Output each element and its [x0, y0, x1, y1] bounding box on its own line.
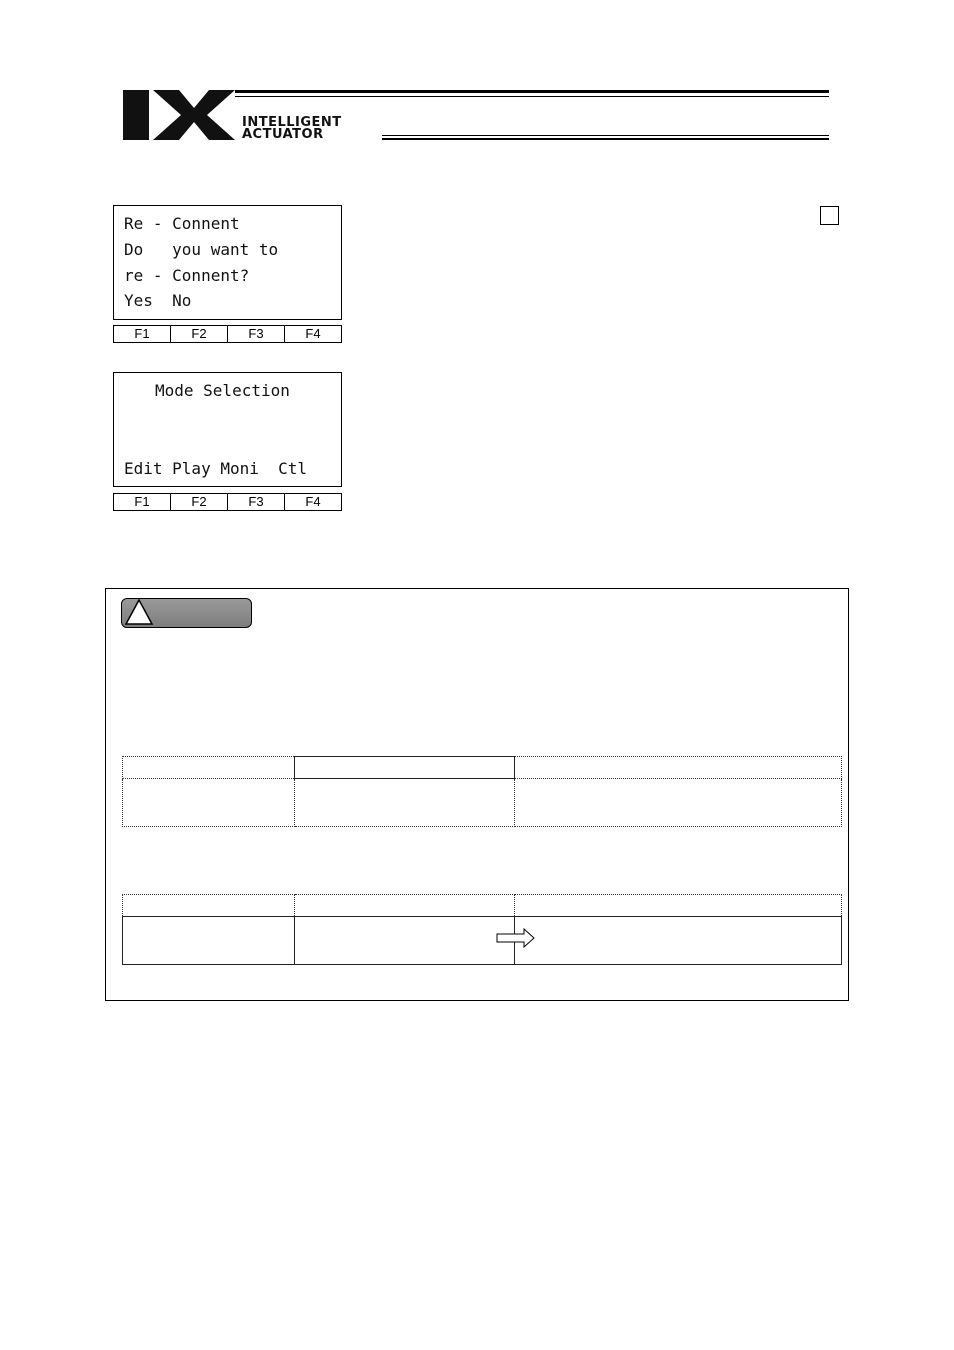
table-cell: [295, 895, 515, 917]
settings-table-1: [122, 756, 842, 827]
logo-text-intelligent: INTELLIGENT: [242, 115, 342, 130]
page-header: [0, 0, 954, 150]
lcd-line: Yes No: [124, 291, 192, 310]
f2-key[interactable]: F2: [171, 326, 228, 342]
ix-logo-icon: [123, 90, 235, 140]
f2-key[interactable]: F2: [171, 494, 228, 510]
table-row: [123, 779, 842, 827]
table-row: [123, 895, 842, 917]
function-keys: [113, 493, 342, 511]
f3-key[interactable]: F3: [228, 326, 285, 342]
f1-key[interactable]: F1: [114, 326, 171, 342]
lcd-line: Do you want to: [124, 240, 279, 259]
lcd-options-line: Edit Play Moni Ctl: [124, 459, 308, 478]
settings-table-2: [122, 894, 842, 965]
table-row: [123, 757, 842, 779]
lcd-reconnect-screen: [113, 205, 342, 320]
table-cell: [515, 917, 842, 965]
table-row: [123, 917, 842, 965]
header-rule: [235, 96, 829, 97]
table-cell: [515, 757, 842, 779]
lcd-mode-selection-screen: [113, 372, 342, 487]
table-cell: [295, 917, 515, 965]
lcd-title: Mode Selection: [155, 381, 290, 400]
f4-key[interactable]: F4: [305, 494, 321, 509]
table-cell: [123, 757, 295, 779]
f4-key[interactable]: F4: [305, 326, 321, 341]
table-cell: [295, 779, 515, 827]
header-rule: [235, 90, 829, 93]
header-rule: [382, 138, 829, 140]
logo-text-actuator: ACTUATOR: [242, 127, 324, 142]
f3-key[interactable]: F3: [228, 494, 285, 510]
table-cell: [123, 917, 295, 965]
warning-triangle-icon: [124, 598, 154, 626]
f1-key[interactable]: F1: [114, 494, 171, 510]
table-cell: [515, 895, 842, 917]
lcd-line: re - Connent?: [124, 266, 250, 285]
lcd-line: Re - Connent: [124, 214, 240, 233]
table-cell: [295, 757, 515, 779]
right-arrow-icon: [496, 928, 536, 948]
header-rule: [382, 135, 829, 136]
step-checkbox: [820, 206, 839, 225]
table-cell: [123, 779, 295, 827]
table-cell: [515, 779, 842, 827]
function-keys: [113, 325, 342, 343]
table-cell: [123, 895, 295, 917]
